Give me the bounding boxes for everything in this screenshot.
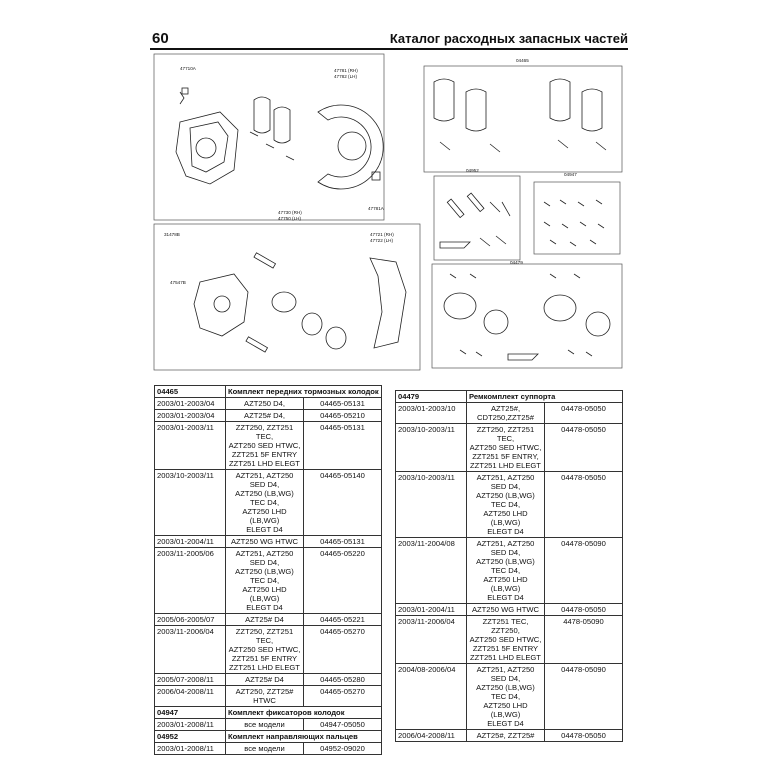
table-row [155, 536, 382, 548]
row-date: 2003/01-2003/04 [155, 398, 226, 410]
row-part-number: 04465-05270 [304, 686, 382, 707]
callout-47782: 47782 (LH) [334, 74, 357, 79]
clips-frame [534, 182, 620, 254]
row-part-number: 04478-05090 [545, 664, 623, 730]
header-rule [150, 48, 628, 50]
row-model: AZT25# D4, [226, 410, 304, 422]
row-part-number: 04465-05131 [304, 398, 382, 410]
row-part-number: 04465-05220 [304, 548, 382, 614]
row-date: 2003/10-2003/11 [396, 472, 467, 538]
table-row [396, 424, 623, 472]
section-header [155, 386, 382, 398]
row-model: AZT251, AZT250 SED D4, AZT250 (LB,WG) TEC D4, AZT250 LHD (LB,WG) ELEGT D4 [467, 472, 545, 538]
row-date: 2006/04-2008/11 [155, 686, 226, 707]
table-row [396, 604, 623, 616]
row-part-number: 04465-05210 [304, 410, 382, 422]
row-part-number: 04478-05050 [545, 472, 623, 538]
row-model: AZT25#, CDT250,ZZT25# [467, 403, 545, 424]
row-part-number: 04465-05280 [304, 674, 382, 686]
section-title: Комплект передних тормозных колодок [226, 386, 382, 398]
section-code: 04479 [396, 391, 467, 403]
row-date: 2003/01-2003/11 [155, 422, 226, 470]
row-date: 2003/01-2008/11 [155, 719, 226, 731]
section-title: Комплект направляющих пальцев [226, 731, 382, 743]
row-date: 2003/10-2003/11 [396, 424, 467, 472]
row-part-number: 04465-05131 [304, 422, 382, 470]
row-model: ZZT250, ZZT251 TEC, AZT250 SED HTWC, ZZT251 5F ENTRY, ZZT251 LHD ELEGT [467, 424, 545, 472]
page-number: 60 [152, 30, 169, 47]
section-code: 04947 [155, 707, 226, 719]
callout-47750: 47750 (LH) [278, 216, 301, 221]
dust-shield-drawing [318, 105, 383, 189]
pad-set-drawing [434, 79, 606, 152]
row-model: ZZT250, ZZT251 TEC, AZT250 SED HTWC, ZZT251 5F ENTRY ZZT251 LHD ELEGT [226, 422, 304, 470]
row-date: 2003/11-2004/08 [396, 538, 467, 604]
row-date: 2003/01-2003/04 [155, 410, 226, 422]
row-model: AZT25# D4 [226, 614, 304, 626]
table-row [155, 719, 382, 731]
table-row [396, 664, 623, 730]
callout-31478b: 31478B [164, 232, 180, 237]
repair-kit-frame [432, 264, 622, 368]
table-row [155, 626, 382, 674]
row-model: AZT25#, ZZT25# [467, 730, 545, 742]
row-model: AZT25# D4 [226, 674, 304, 686]
pins-frame [434, 176, 520, 260]
table-row [155, 548, 382, 614]
section-header [155, 731, 382, 743]
callout-47722: 47722 (LH) [370, 238, 393, 243]
row-date: 2003/01-2004/11 [155, 536, 226, 548]
section-code: 04465 [155, 386, 226, 398]
row-part-number: 04947-05050 [304, 719, 382, 731]
row-model: AZT250 WG HTWC [467, 604, 545, 616]
table-row [396, 616, 623, 664]
row-date: 2003/11-2006/04 [396, 616, 467, 664]
row-model: AZT250 WG HTWC [226, 536, 304, 548]
row-date: 2004/08-2006/04 [396, 664, 467, 730]
callout-47710a: 47710A [180, 66, 196, 71]
callout-47730: 47730 (RH) [278, 210, 302, 215]
table-row [155, 398, 382, 410]
row-model: все модели [226, 743, 304, 755]
row-date: 2003/01-2003/10 [396, 403, 467, 424]
row-part-number: 04465-05270 [304, 626, 382, 674]
row-part-number: 04952-09020 [304, 743, 382, 755]
table-row [396, 730, 623, 742]
table-row [155, 743, 382, 755]
caliper-bracket-drawing [194, 253, 406, 352]
table-row [396, 403, 623, 424]
right-parts-table [395, 390, 623, 742]
page-header [150, 28, 628, 50]
pad-clip-kit-drawing [544, 200, 604, 246]
row-model: все модели [226, 719, 304, 731]
brake-pads-drawing [250, 97, 294, 160]
table-row [155, 614, 382, 626]
parts-diagram [150, 52, 628, 372]
row-part-number: 04465-05221 [304, 614, 382, 626]
row-model: ZZT250, ZZT251 TEC, AZT250 SED HTWC, ZZT251 5F ENTRY ZZT251 LHD ELEGT [226, 626, 304, 674]
caliper-assembly-drawing [176, 88, 238, 184]
row-part-number: 04478-05050 [545, 730, 623, 742]
row-model: AZT251, AZT250 SED D4, AZT250 (LB,WG) TEC D4, AZT250 LHD (LB,WG) ELEGT D4 [226, 548, 304, 614]
row-model: AZT250 D4, [226, 398, 304, 410]
table-row [155, 410, 382, 422]
section-header [155, 707, 382, 719]
section-code: 04952 [155, 731, 226, 743]
guide-pin-kit-drawing [440, 193, 510, 248]
repair-kit-drawing [444, 274, 610, 360]
row-part-number: 4478-05090 [545, 616, 623, 664]
callout-04952: 04952 [466, 168, 479, 173]
row-date: 2003/11-2006/04 [155, 626, 226, 674]
table-row [155, 686, 382, 707]
section-title: Ремкомплект суппорта [467, 391, 623, 403]
row-date: 2003/01-2004/11 [396, 604, 467, 616]
row-model: AZT251, AZT250 SED D4, AZT250 (LB,WG) TEC D4, AZT250 LHD (LB,WG) ELEGT D4 [467, 538, 545, 604]
table-row [396, 538, 623, 604]
row-part-number: 04478-05050 [545, 424, 623, 472]
callout-04465: 04465 [516, 58, 529, 63]
row-date: 2003/10-2003/11 [155, 470, 226, 536]
table-row [396, 472, 623, 538]
table-row [155, 674, 382, 686]
row-part-number: 04478-05050 [545, 403, 623, 424]
row-model: ZZT251 TEC, ZZT250, AZT250 SED HTWC, ZZT251 5F ENTRY ZZT251 LHD ELEGT [467, 616, 545, 664]
row-model: AZT251, AZT250 SED D4, AZT250 (LB,WG) TEC D4, AZT250 LHD (LB,WG) ELEGT D4 [467, 664, 545, 730]
row-model: AZT251, AZT250 SED D4, AZT250 (LB,WG) TEC D4, AZT250 LHD (LB,WG) ELEGT D4 [226, 470, 304, 536]
callout-04479: 04479 [510, 260, 523, 265]
callout-47781: 47781 (RH) [334, 68, 358, 73]
row-date: 2005/07-2008/11 [155, 674, 226, 686]
section-title: Комплект фиксаторов колодок [226, 707, 382, 719]
row-model: AZT250, ZZT25# HTWC [226, 686, 304, 707]
row-part-number: 04465-05140 [304, 470, 382, 536]
row-date: 2003/01-2008/11 [155, 743, 226, 755]
callout-47547b: 47547B [170, 280, 186, 285]
row-date: 2005/06-2005/07 [155, 614, 226, 626]
left-parts-table [154, 385, 382, 755]
callout-47781a: 47781A [368, 206, 384, 211]
callout-47721: 47721 (RH) [370, 232, 394, 237]
table-row [155, 470, 382, 536]
row-date: 2003/11-2005/06 [155, 548, 226, 614]
row-part-number: 04465-05131 [304, 536, 382, 548]
page-title: Каталог расходных запасных частей [389, 31, 628, 46]
section-header [396, 391, 623, 403]
row-part-number: 04478-05050 [545, 604, 623, 616]
row-part-number: 04478-05090 [545, 538, 623, 604]
table-row [155, 422, 382, 470]
callout-04947: 04947 [564, 172, 577, 177]
row-date: 2006/04-2008/11 [396, 730, 467, 742]
